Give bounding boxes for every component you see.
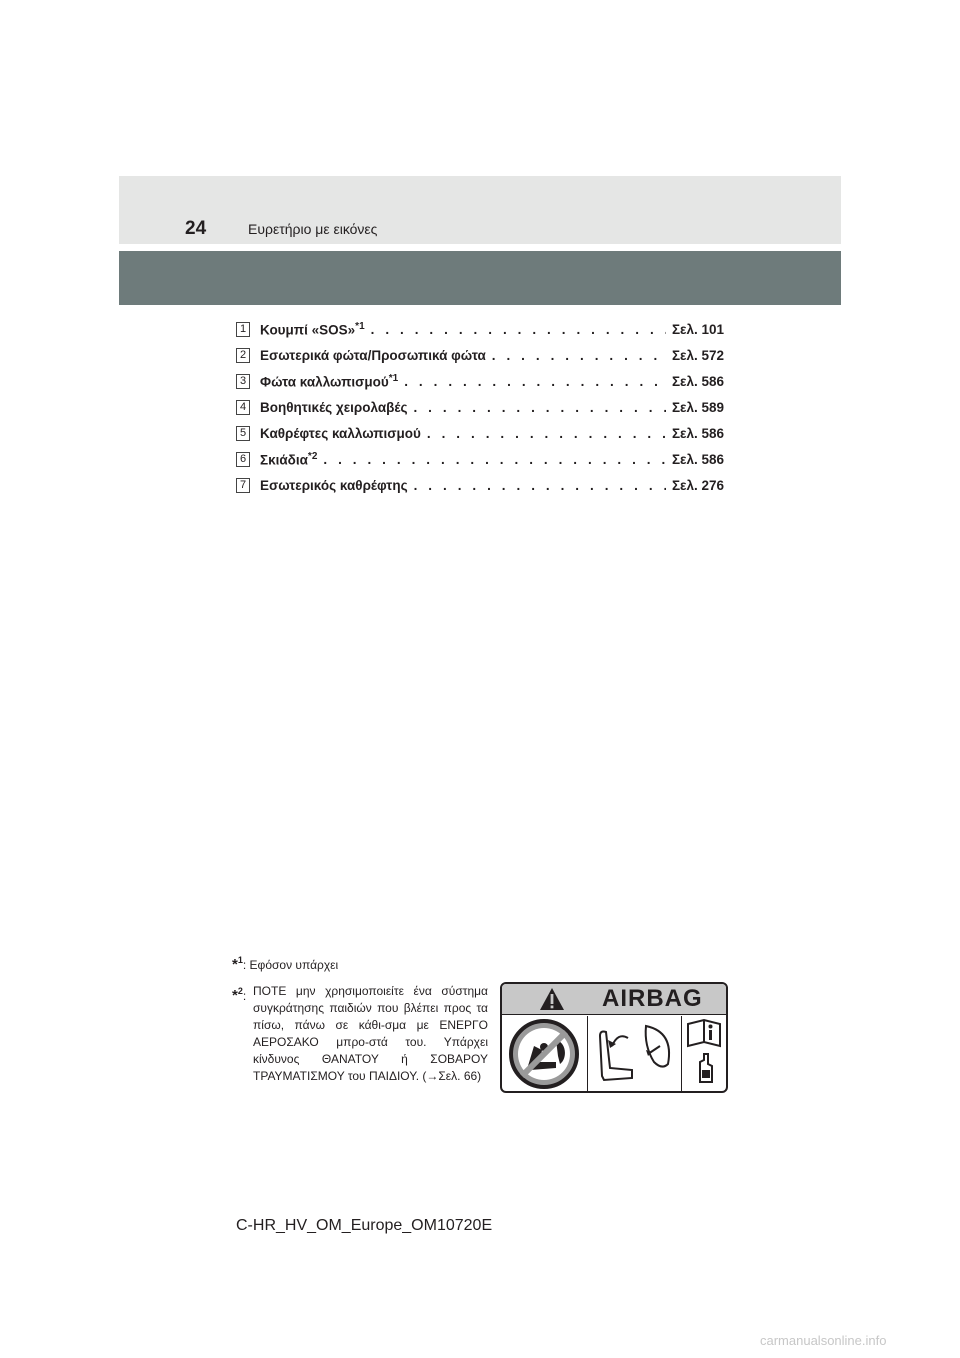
item-page-ref[interactable]: Σελ. 589	[671, 399, 724, 415]
rear-facing-seat-icon	[587, 1016, 680, 1091]
item-number-box: 3	[236, 374, 250, 389]
index-row[interactable]	[236, 420, 724, 446]
item-number-box: 5	[236, 426, 250, 441]
leader-dots	[492, 348, 666, 363]
leader-dots	[404, 374, 666, 389]
document-code: C-HR_HV_OM_Europe_OM10720E	[236, 1217, 493, 1234]
warning-triangle-icon	[539, 987, 565, 1011]
item-footnote-ref: *1	[388, 372, 399, 384]
footnote-2	[232, 983, 488, 1085]
airbag-word: AIRBAG	[602, 985, 703, 1012]
watermark: carmanualsonline.info	[760, 1333, 887, 1348]
section-bar	[119, 251, 841, 305]
index-row[interactable]	[236, 316, 724, 342]
leader-dots	[413, 400, 665, 415]
item-label: Φώτα καλλωπισμού$^{*1}$	[260, 372, 399, 390]
footnote-text: : Εφόσον υπάρχει	[242, 958, 339, 972]
item-number-box: 1	[236, 322, 250, 337]
item-number-box: 6	[236, 452, 250, 467]
item-page-ref[interactable]: Σελ. 586	[671, 425, 724, 441]
item-page-ref[interactable]: Σελ. 276	[671, 477, 724, 493]
item-label: Σκιάδια$^{*2}$	[260, 450, 318, 468]
item-label: Εσωτερικά φώτα/Προσωπικά φώτα	[260, 347, 486, 363]
index-row[interactable]	[236, 342, 724, 368]
item-label: Βοηθητικές χειρολαβές	[260, 399, 408, 415]
leader-dots	[323, 452, 666, 467]
manual-book-icon	[681, 1016, 727, 1091]
item-footnote-ref: *1	[355, 320, 365, 332]
section-title: Ευρετήριο με εικόνες	[248, 221, 378, 237]
item-number-box: 4	[236, 400, 250, 415]
leader-dots	[371, 322, 666, 337]
item-footnote-ref: *2	[307, 450, 318, 462]
index-list	[236, 316, 724, 498]
index-row[interactable]	[236, 394, 724, 420]
item-label: Καθρέφτες καλλωπισμού	[260, 425, 421, 441]
index-row[interactable]	[236, 472, 724, 498]
prohibited-child-seat-icon	[504, 1016, 584, 1091]
footnote-marker: *$^1$	[232, 955, 243, 973]
item-number-box: 2	[236, 348, 250, 363]
index-row[interactable]	[236, 446, 724, 472]
page-number: 24	[185, 218, 207, 239]
footnote-text: ΠΟΤΕ μην χρησιμοποιείτε ένα σύστημα συγκράτησης παιδιών που βλέπει προς τα πίσω, πάνω σε κάθι-σμα με ΕΝΕΡΓΟ ΑΕΡΟΣΑΚΟ μπρο-στά του. Υπάρχει κίνδυνος ΘΑΝΑΤΟΥ ή ΣΟΒΑΡΟΥ ΤΡΑΥΜΑΤΙΣΜΟΥ του ΠΑΙΔΙΟΥ. (→Σελ. 66)	[253, 984, 488, 1083]
item-number-box: 7	[236, 478, 250, 493]
footnote-1	[232, 955, 338, 973]
airbag-label-header	[502, 984, 726, 1015]
item-label: Εσωτερικός καθρέφτης	[260, 477, 408, 493]
footnote-marker: *$^2$:	[232, 986, 247, 1004]
airbag-warning-label	[500, 982, 728, 1093]
item-label: Κουμπί «SOS»$^{*1}$	[260, 320, 365, 338]
leader-dots	[414, 478, 666, 493]
item-page-ref[interactable]: Σελ. 572	[671, 347, 724, 363]
leader-dots	[427, 426, 666, 441]
header-band	[119, 176, 841, 244]
item-page-ref[interactable]: Σελ. 586	[671, 451, 724, 467]
item-page-ref[interactable]: Σελ. 586	[671, 373, 724, 389]
index-row[interactable]	[236, 368, 724, 394]
item-page-ref[interactable]: Σελ. 101	[671, 321, 724, 337]
